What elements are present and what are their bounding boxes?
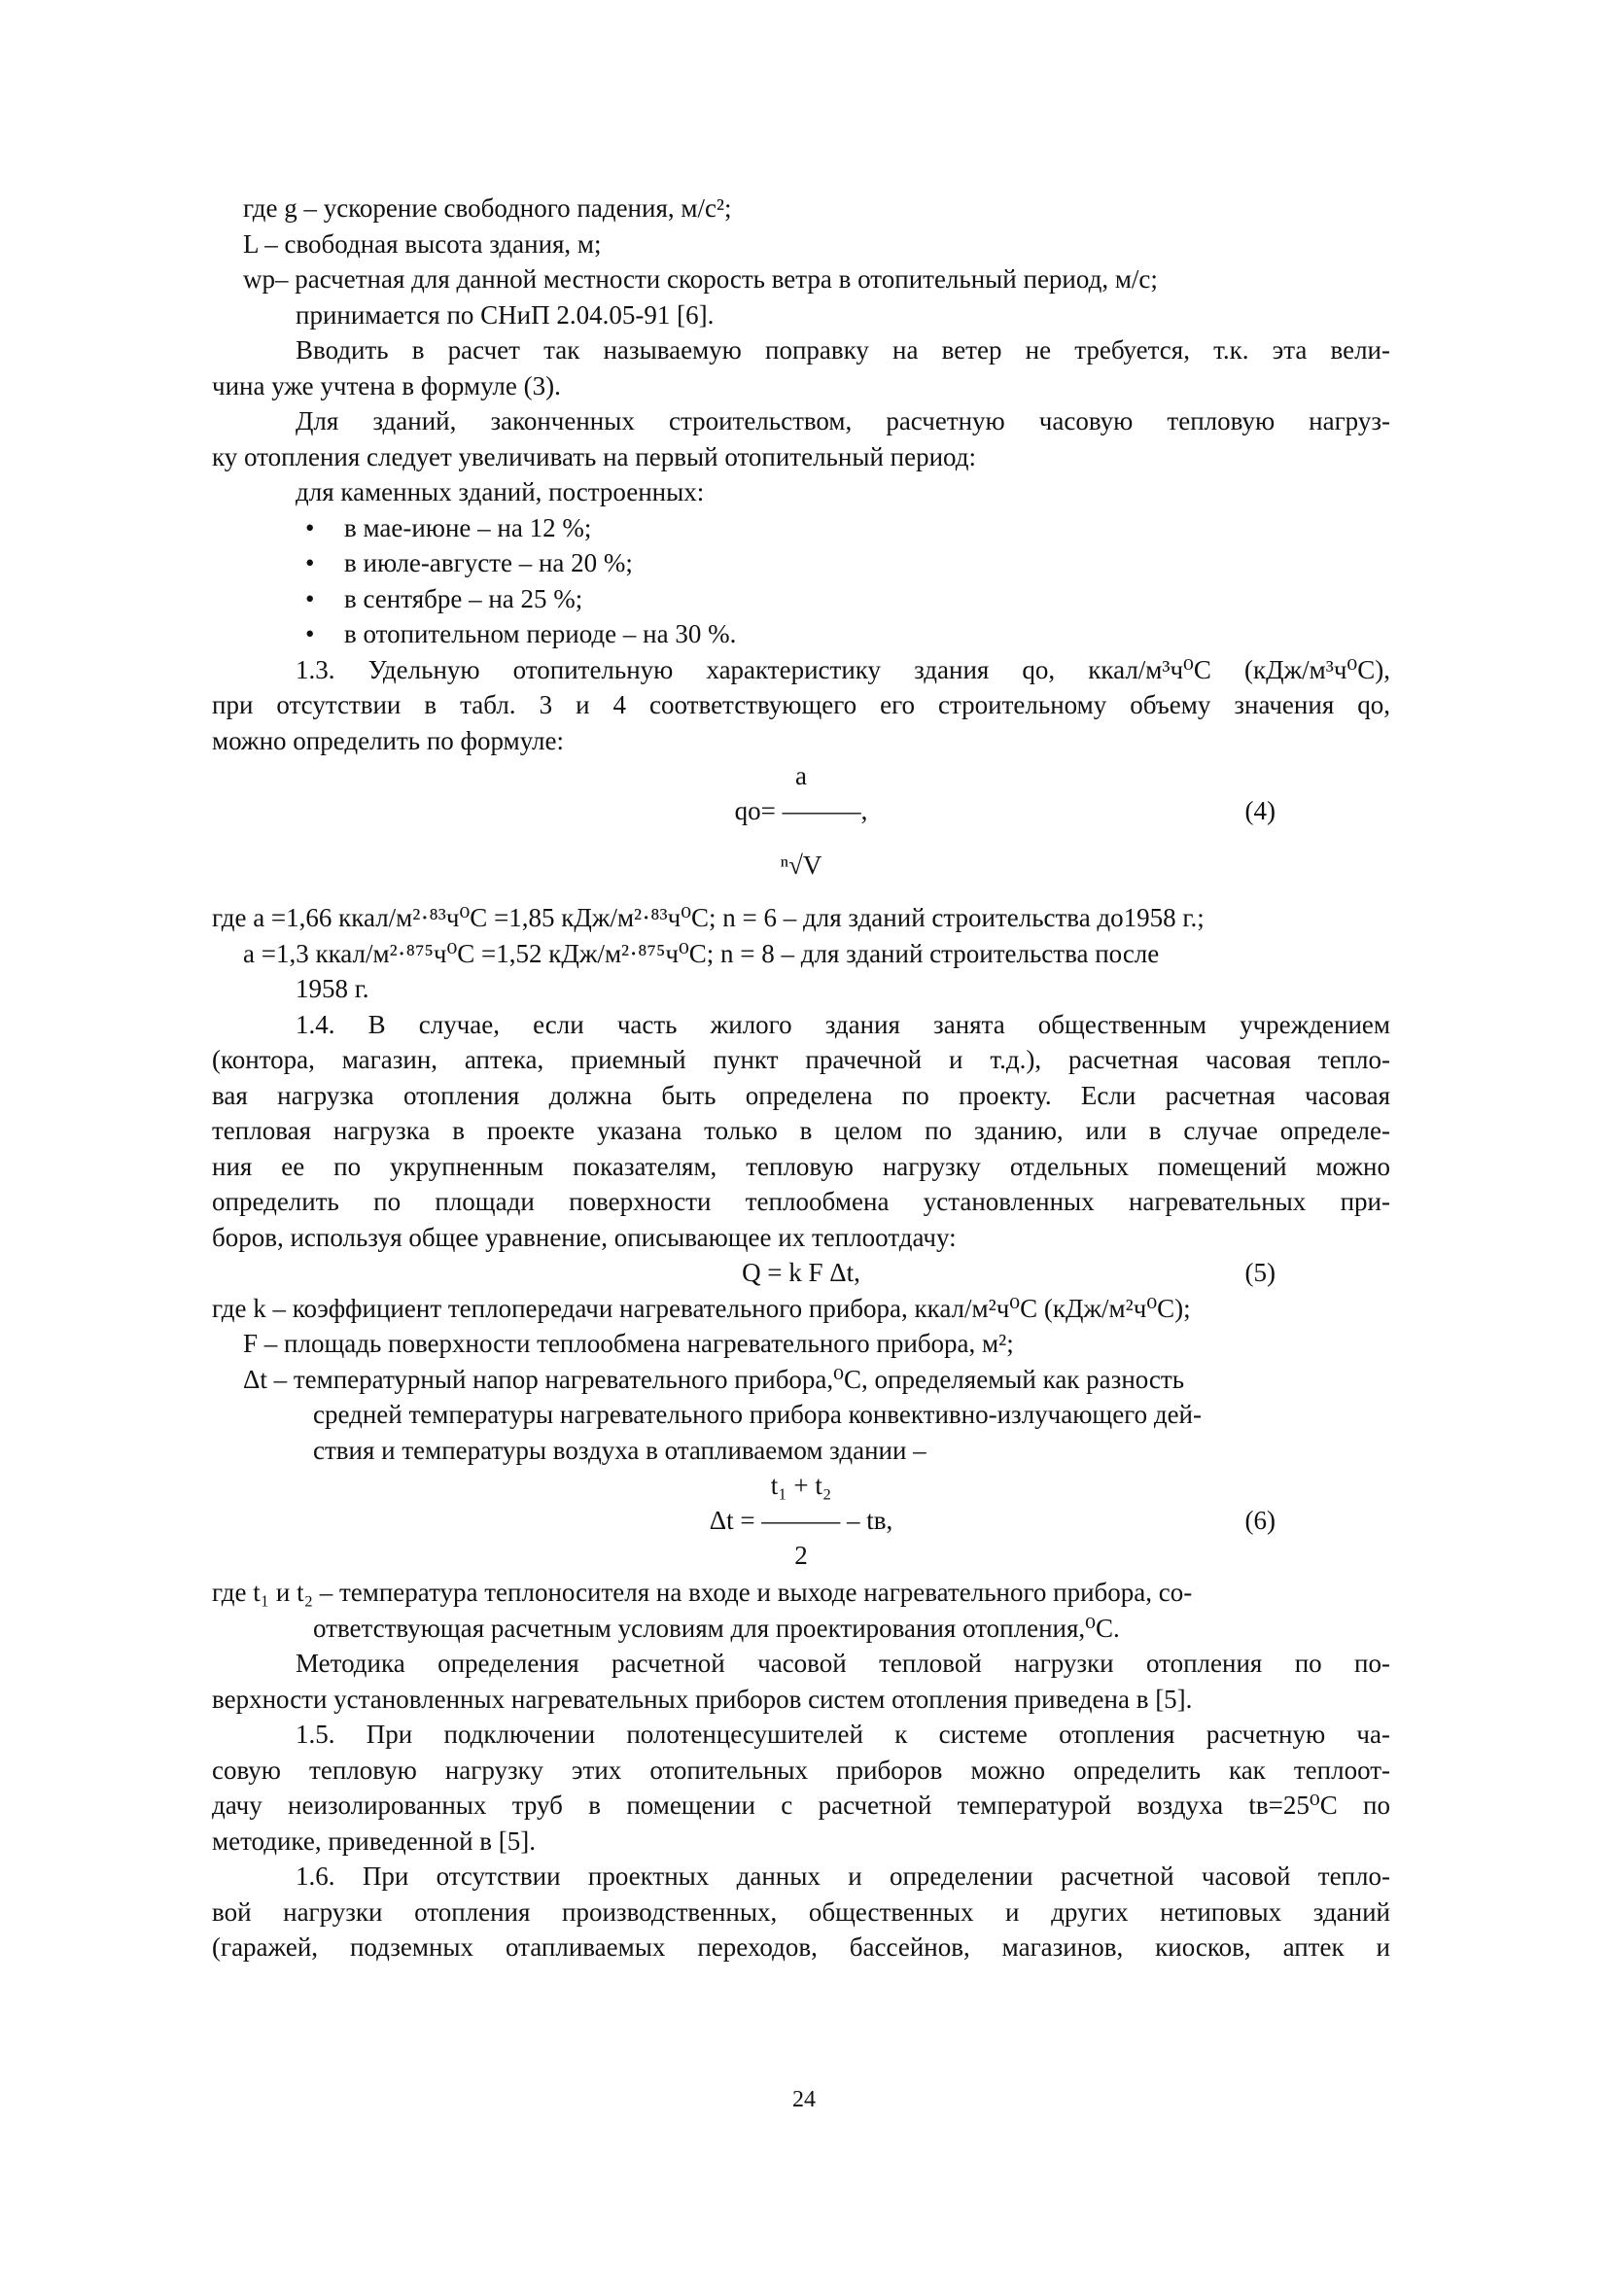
def-t1-t2: где t₁ и t₂ – температура теплоносителя на входе и выходе нагревательного прибора, со- <box>212 1578 1193 1607</box>
list-item: • в мае-июне – на 12 %; <box>305 510 1390 546</box>
def-L: L – свободная высота здания, м; <box>243 228 602 259</box>
formula-6-numerator: t₁ + t₂ <box>770 1471 832 1500</box>
section-1-3-line-1: 1.3. Удельную отопительную характеристику здания qo, ккал/м³ч⁰С (кДж/м³ч⁰С), <box>296 654 1390 684</box>
def-g: где g – ускорение свободного падения, м/с²; <box>243 193 732 223</box>
formula-4-body: qo= ———, <box>734 796 868 825</box>
def-dt-cont-1: средней температуры нагревательного прибора конвективно-излучающего дей- <box>313 1400 1202 1429</box>
list-item: • в сентябре – на 25 %; <box>305 581 1390 617</box>
coef-a-line-3: 1958 г. <box>296 974 369 1003</box>
formula-5 <box>212 1255 1390 1291</box>
method-line-1: Методика определения расчетной часовой тепловой нагрузки отопления по по- <box>296 1649 1390 1678</box>
section-1-4-line-6: определить по площади поверхности теплообмена установленных нагревательных при- <box>212 1187 1390 1216</box>
formula-4 <box>212 758 1390 900</box>
section-1-6-line-2: вой нагрузки отопления производственных, общественных и других нетиповых зданий <box>212 1896 1390 1927</box>
increase-list <box>212 510 1390 652</box>
formula-5-body: Q = k F Δt, <box>742 1258 860 1287</box>
section-1-6-line-1: 1.6. При отсутствии проектных данных и определении расчетной часовой тепло- <box>296 1861 1390 1891</box>
def-dt: Δt – температурный напор нагревательного прибора,⁰С, определяемый как разность <box>243 1364 1185 1394</box>
coef-a-line-1: где a =1,66 ккал/м²·⁸³ч⁰С =1,85 кДж/м²·⁸³ч⁰С; n = 6 – для зданий строительства до1958 г.; <box>212 903 1205 932</box>
section-1-3-line-3: можно определить по формуле: <box>212 725 564 755</box>
section-1-4-line-2: (контора, магазин, аптека, приемный пункт прачечной и т.д.), расчетная часовая тепло- <box>212 1045 1390 1074</box>
paragraph-new-buildings-1: Для зданий, законченных строительством, расчетную часовую тепловую нагруз- <box>296 406 1390 435</box>
paragraph-wind-1: Вводить в расчет так называемую поправку на ветер не требуется, т.к. эта вели- <box>296 335 1390 365</box>
section-1-4-line-1: 1.4. В случае, если часть жилого здания занята общественным учреждением <box>296 1009 1390 1039</box>
formula-4-root: ⁿ√V <box>780 851 822 880</box>
paragraph-new-buildings-2: ку отопления следует увеличивать на первый отопительный период: <box>212 441 977 471</box>
section-1-4-line-4: тепловая нагрузка в проекте указана только в целом по зданию, или в случае определе- <box>212 1116 1390 1145</box>
def-k: где k – коэффициент теплопередачи нагревательного прибора, ккал/м²ч⁰С (кДж/м²ч⁰С); <box>212 1293 1191 1323</box>
method-line-2: верхности установленных нагревательных приборов систем отопления приведена в [5]. <box>212 1684 1193 1714</box>
def-wp: wр– расчетная для данной местности скорость ветра в отопительный период, м/с; <box>243 264 1158 294</box>
formula-4-numerator: a <box>795 761 807 790</box>
formula-6 <box>212 1468 1390 1575</box>
formula-6-denominator: 2 <box>794 1541 808 1570</box>
formula-6-body: Δt = ——— – tв, <box>709 1506 893 1535</box>
list-item: • в отопительном периоде – на 30 %. <box>305 616 1390 652</box>
list-item: • в июле-августе – на 20 %; <box>305 545 1390 581</box>
formula-6-number: (6) <box>1244 1506 1276 1535</box>
def-dt-cont-2: ствия и температуры воздуха в отапливаемом здании – <box>313 1435 926 1465</box>
section-1-3-line-2: при отсутствии в табл. 3 и 4 соответствующего его строительному объему значения qo, <box>212 690 1390 719</box>
section-1-5-line-2: совую тепловую нагрузку этих отопительных приборов можно определить как теплоот- <box>212 1755 1390 1785</box>
formula-4-number: (4) <box>1244 796 1276 825</box>
section-1-4-line-3: вая нагрузка отопления должна быть определена по проекту. Если расчетная часовая <box>212 1080 1390 1110</box>
page-body <box>212 191 1390 1966</box>
def-F: F – площадь поверхности теплообмена нагревательного прибора, м²; <box>243 1329 1014 1358</box>
page-number: 24 <box>792 2087 816 2112</box>
paragraph-new-buildings-3: для каменных зданий, построенных: <box>296 477 705 506</box>
section-1-4-line-5: ния ее по укрупненным показателям, тепловую нагрузку отдельных помещений можно <box>212 1151 1390 1181</box>
section-1-5-line-4: методике, приведенной в [5]. <box>212 1826 537 1856</box>
coef-a-line-2: a =1,3 ккал/м²·⁸⁷⁵ч⁰С =1,52 кДж/м²·⁸⁷⁵ч⁰С; n = 8 – для зданий строительства после <box>243 938 1160 968</box>
section-1-5-line-1: 1.5. При подключении полотенцесушителей к системе отопления расчетную ча- <box>296 1720 1390 1749</box>
formula-5-number: (5) <box>1244 1258 1276 1287</box>
def-t1-t2-cont: ответствующая расчетным условиям для проектирования отопления,⁰С. <box>313 1613 1120 1643</box>
paragraph-wind-2: чина уже учтена в формуле (3). <box>212 370 561 400</box>
section-1-6-line-3: (гаражей, подземных отапливаемых переходов, бассейнов, магазинов, киосков, аптек и <box>212 1932 1390 1962</box>
def-wp-cont: принимается по СНиП 2.04.05-91 [6]. <box>296 299 715 330</box>
section-1-5-line-3: дачу неизолированных труб в помещении с расчетной температурой воздуха tв=25⁰С по <box>212 1791 1390 1820</box>
section-1-4-line-7: боров, используя общее уравнение, описывающее их теплоотдачу: <box>212 1222 957 1252</box>
